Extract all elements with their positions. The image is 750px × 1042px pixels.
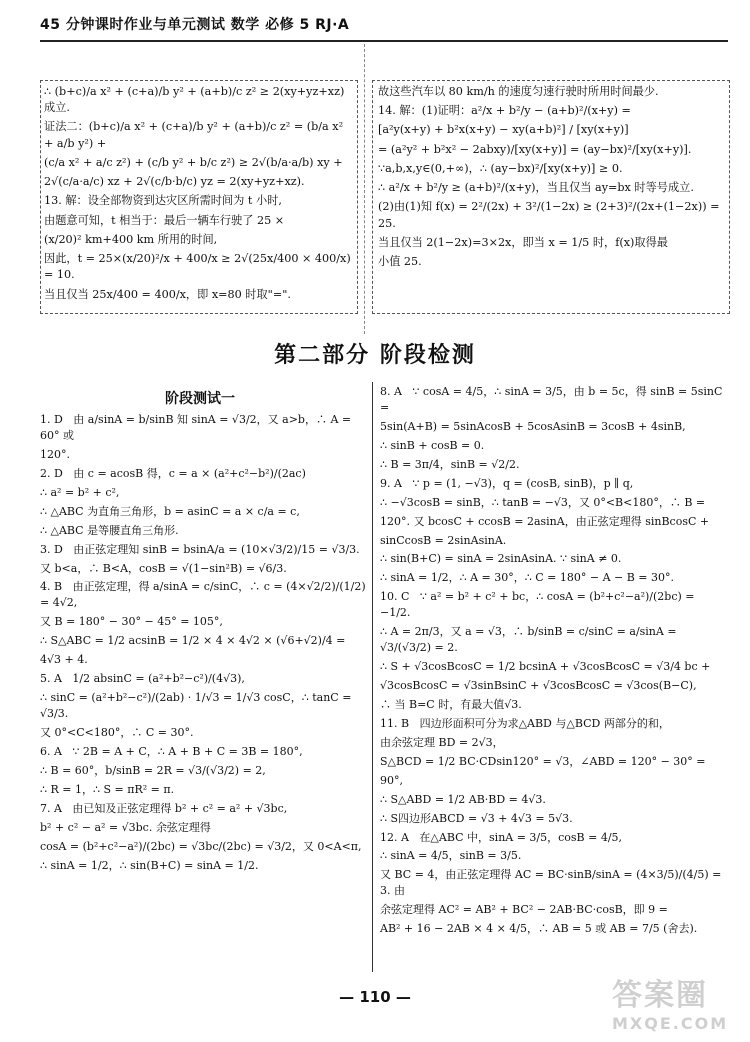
text-line: sinCcosB = 2sinAsinA. [380,533,507,547]
section-title: 第二部分 阶段检测 [274,343,476,368]
text-line: 9. A ∵ p = (1, −√3)，q = (cosB, sinB)，p ∥ q, [380,476,634,490]
bottom-left-column [40,412,370,876]
watermark-line2: MXQE.COM [612,1014,729,1033]
text-line: 12. A 在△ABC 中，sinA = 3/5，cosB = 4/5, [380,830,623,844]
text-line: 4. B 由正弦定理，得 a/sinA = c/sinC，∴ c = (4×√2/2)/(1/2) = 4√2, [40,580,370,610]
text-line: 120°. 又 bcosC + ccosB = 2asinA，由正弦定理得 sinBcosC + [380,514,710,528]
text-line: S△BCD = 1/2 BC·CDsin120° = √3，∠ABD = 120° − 30° = [380,754,706,768]
text-line: 14. 解：(1)证明：a²/x + b²/y − (a+b)²/(x+y) = [378,104,631,118]
text-line: ∴ A = 2π/3，又 a = √3，∴ b/sinB = c/sinC = a/sinA = √3/(√3/2) = 2. [380,625,681,655]
text-line: ∴ S△ABD = 1/2 AB·BD = 4√3. [380,792,546,806]
text-line: ∴ △ABC 是等腰直角三角形. [40,523,179,537]
bottom-right-column [380,384,728,940]
text-line: 故这些汽车以 80 km/h 的速度匀速行驶时所用时间最少. [378,85,659,98]
text-line: 6. A ∵ 2B = A + C，∴ A + B + C = 3B = 180°, [40,744,303,758]
text-line: 10. C ∵ a² = b² + c² + bc，∴ cosA = (b²+c²−a²)/(2bc) = −1/2. [380,590,698,620]
text-line: 1. D 由 a/sinA = b/sinB 知 sinA = √3/2，又 a>b，∴ A = 60° 或 [40,413,355,442]
text-line: (2)由(1)知 f(x) = 2²/(2x) + 3²/(1−2x) ≥ (2+3)²/(2x+(1−2x)) = 25. [378,200,724,230]
text-line: 11. B 四边形面积可分为求△ABD 与△BCD 两部分的和， [380,716,670,730]
text-line: √3cosBcosC = √3sinBsinC + √3cosBcosC = √3cos(B−C), [380,679,697,692]
text-line: 小值 25. [378,255,422,269]
text-line: 证法二：(b+c)/a x² + (c+a)/b y² + (a+b)/c z² = (b/a x² + a/b y²) + [44,120,347,150]
text-line: ∴ S四边形ABCD = √3 + 4√3 = 5√3. [380,811,573,825]
sub-title: 阶段测试一 [165,391,235,407]
text-line: cosA = (b²+c²−a²)/(2bc) = √3bc/(2bc) = √3/2，又 0<A<π, [40,839,362,853]
text-line: 2. D 由 c = acosB 得，c = a × (a²+c²−b²)/(2ac) [40,466,306,480]
text-line: ∴ R = 1，∴ S = πR² = π. [40,782,175,796]
text-line: 4√3 + 4. [40,653,88,667]
page-number: — 110 — [339,988,411,1006]
page-header: 45 分钟课时作业与单元测试 数学 必修 5 RJ·A [40,17,350,33]
text-line: ∴ sin(B+C) = sinA = 2sinAsinA. ∵ sinA ≠ 0. [380,552,622,566]
text-line: 2√(c/a·a/c) xz + 2√(c/b·b/c) yz = 2(xy+yz+xz). [44,175,305,189]
text-line: = (a²y² + b²x² − 2abxy)/[xy(x+y)] = (ay−bx)²/[xy(x+y)]. [378,142,692,156]
text-line: ∴ (b+c)/a x² + (c+a)/b y² + (a+b)/c z² ≥ 2(xy+yz+xz)成立. [44,85,345,115]
text-line: 又 b<a，∴ B<A，cosB = √(1−sin²B) = √6/3. [40,561,287,575]
text-line: 7. A 由已知及正弦定理得 b² + c² = a² + √3bc, [40,801,288,815]
text-line: ∴ S△ABC = 1/2 acsinB = 1/2 × 4 × 4√2 × (√6+√2)/4 = [40,634,346,648]
text-line: 3. D 由正弦定理知 sinB = bsinA/a = (10×√3/2)/15 = √3/3. [40,542,360,556]
text-line: ∴ sinB + cosB = 0. [380,438,485,452]
text-line: AB² + 16 − 2AB × 4 × 4/5，∴ AB = 5 或 AB = 7/5 (舍去). [380,922,698,936]
top-right-column [378,84,722,273]
text-line: 又 0°<C<180°，∴ C = 30°. [40,725,194,739]
watermark-logo [612,970,738,1034]
text-line: ∴ sinA = 1/2，∴ A = 30°，∴ C = 180° − A − B = 30°. [380,571,675,585]
top-left-column [44,84,355,306]
text-line: ∴ B = 3π/4，sinB = √2/2. [380,457,520,471]
text-line: (x/20)² km+400 km 所用的时间, [44,232,218,246]
header-divider [40,40,728,42]
text-line: ∴ a² = b² + c², [40,485,120,499]
text-line: ∴ a²/x + b²/y ≥ (a+b)²/(x+y)，当且仅当 ay=bx 时等号成立. [378,181,694,195]
text-line: 由题意可知，t 相当于：最后一辆车行驶了 25 × [44,213,285,227]
text-line: ∴ sinC = (a²+b²−c²)/(2ab) · 1/√3 = 1/√3 cosC，∴ tanC = √3/3. [40,691,355,720]
text-line: ∵a,b,x,y∈(0,+∞)，∴ (ay−bx)²/[xy(x+y)] ≥ 0. [378,161,623,175]
text-line: 因此，t = 25×(x/20)²/x + 400/x ≥ 2√(25x/400 × 400/x) = 10. [44,252,355,282]
text-line: 5. A 1/2 absinC = (a²+b²−c²)/(4√3), [40,672,245,686]
text-line: b² + c² − a² = √3bc. 余弦定理得 [40,820,211,834]
text-line: ∴ △ABC 为直角三角形，b = asinC = a × c/a = c, [40,504,300,518]
text-line: 由余弦定理 BD = 2√3， [380,735,504,749]
text-line: ∴ B = 60°，b/sinB = 2R = √3/(√3/2) = 2, [40,763,266,777]
text-line: ∴ S + √3cosBcosC = 1/2 bcsinA + √3cosBcosC = √3/4 bc + [380,660,711,674]
watermark-line1: 答案圈 [612,978,708,1013]
text-line: 90°, [380,773,403,787]
text-line: 当且仅当 2(1−2x)=3×2x，即当 x = 1/5 时，f(x)取得最 [378,235,668,249]
text-line: ∴ sinA = 1/2，∴ sin(B+C) = sinA = 1/2. [40,858,259,872]
text-line: ∴ 当 B=C 时，有最大值√3. [380,697,522,711]
text-line: 13. 解：设全部物资到达灾区所需时间为 t 小时, [44,194,282,208]
text-line: (c/a x² + a/c z²) + (c/b y² + b/c z²) ≥ 2√(b/a·a/b) xy + [44,155,343,169]
text-line: 余弦定理得 AC² = AB² + BC² − 2AB·BC·cosB，即 9 = [380,903,668,917]
text-line: 5sin(A+B) = 5sinAcosB + 5cosAsinB = 3cosB + 4sinB, [380,419,686,433]
text-line: ∴ sinA = 4/5，sinB = 3/5. [380,849,522,863]
text-line: 120°. [40,447,70,461]
column-divider-bottom [372,382,373,972]
text-line: ∴ −√3cosB = sinB，∴ tanB = −√3，又 0°<B<180°，∴ B = [380,495,706,509]
text-line: 又 BC = 4，由正弦定理得 AC = BC·sinB/sinA = (4×3/5)/(4/5) = 3. 由 [380,868,725,898]
text-line: 又 B = 180° − 30° − 45° = 105°, [40,615,223,629]
text-line: 当且仅当 25x/400 = 400/x，即 x=80 时取"=". [44,287,291,301]
text-line: [a²y(x+y) + b²x(x+y) − xy(a+b)²] / [xy(x+y)] [378,123,629,137]
column-divider-top [364,44,365,334]
text-line: 8. A ∵ cosA = 4/5，∴ sinA = 3/5，由 b = 5c，得 sinB = 5sinC = [380,385,726,414]
